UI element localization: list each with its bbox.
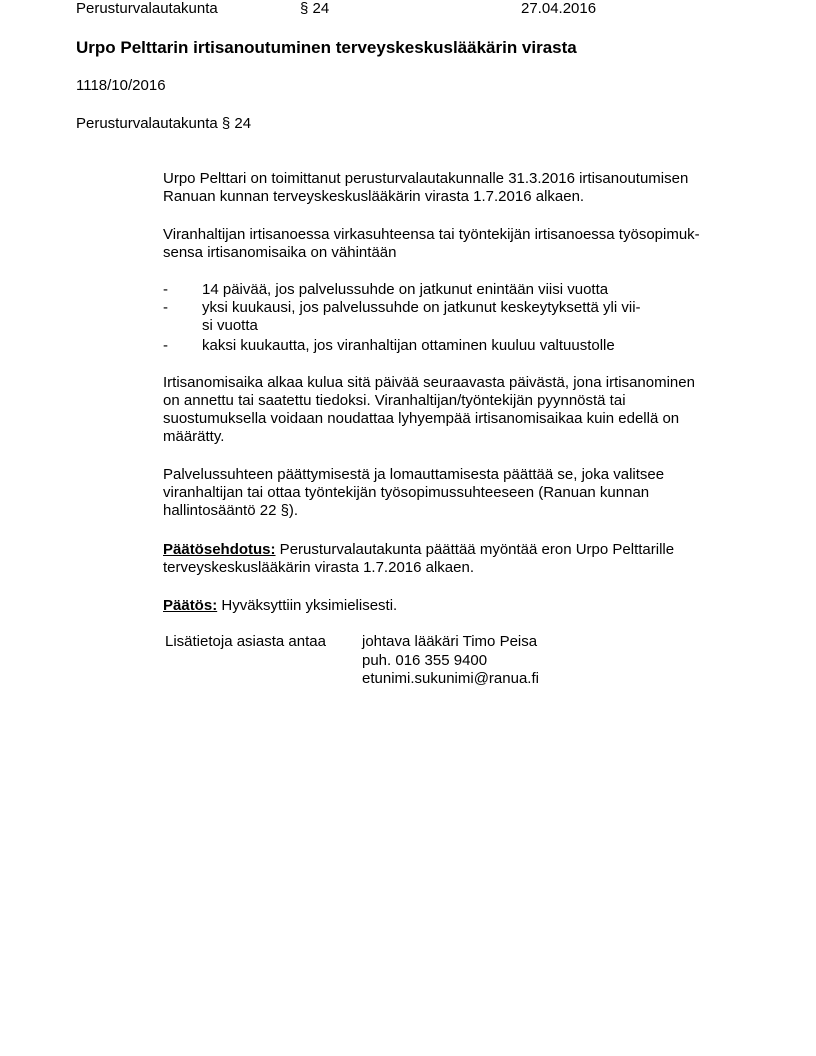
list-item-text-continuation: si vuotta (202, 317, 258, 334)
list-item-text: 14 päivää, jos palvelussuhde on jatkunut enintään viisi vuotta (202, 281, 609, 298)
header-board-name: Perusturvalautakunta (76, 0, 218, 17)
decision-label: Päätös: (163, 597, 218, 614)
paragraph-line: Ranuan kunnan terveyskeskuslääkärin virasta 1.7.2016 alkaen. (163, 188, 585, 205)
contact-phone: puh. 016 355 9400 (362, 652, 488, 669)
paragraph-line: sensa irtisanomisaika on vähintään (163, 244, 397, 261)
decision (163, 597, 753, 615)
bullet-dash: - (163, 281, 168, 298)
paragraph-line: Palvelussuhteen päättymisestä ja lomauttamisesta päättää se, joka valitsee (163, 466, 665, 483)
document-number: 1118/10/2016 (76, 77, 166, 94)
paragraph-line: hallintosääntö 22 §). (163, 502, 299, 519)
paragraph-line: Irtisanomisaika alkaa kulua sitä päivää seuraavasta päivästä, jona irtisanominen (163, 374, 695, 391)
bullet-dash: - (163, 337, 168, 354)
contact-email: etunimi.sukunimi@ranua.fi (362, 670, 539, 687)
paragraph-line: Urpo Pelttari on toimittanut perusturvalautakunnalle 31.3.2016 irtisanoutumisen (163, 170, 689, 187)
proposal-label: Päätösehdotus: (163, 541, 276, 558)
paragraph-resignation-notice (163, 170, 753, 206)
proposal-line (163, 541, 753, 559)
header-date: 27.04.2016 (521, 0, 597, 17)
paragraph-decision-authority (163, 466, 753, 520)
contact-name: johtava lääkäri Timo Peisa (362, 633, 538, 650)
decision-text: Hyväksyttiin yksimielisesti. (217, 597, 398, 614)
board-section-reference: Perusturvalautakunta § 24 (76, 115, 252, 132)
paragraph-line: viranhaltijan tai ottaa työntekijän työsopimussuhteeseen (Ranuan kunnan (163, 484, 650, 501)
bullet-dash: - (163, 299, 168, 316)
decision-line (163, 597, 753, 615)
header-section-number: § 24 (300, 0, 330, 17)
paragraph-notice-period-start (163, 374, 753, 446)
list-item-text: kaksi kuukautta, jos viranhaltijan ottaminen kuuluu valtuustolle (202, 337, 615, 354)
paragraph-line: suostumuksella voidaan noudattaa lyhyempää irtisanomisaikaa kuin edellä on (163, 410, 680, 427)
decision-proposal (163, 541, 753, 577)
contact-label: Lisätietoja asiasta antaa (165, 633, 326, 650)
paragraph-line: määrätty. (163, 428, 225, 445)
paragraph-line: Viranhaltijan irtisanoessa virkasuhteensa tai työntekijän irtisanoessa työsopimuk- (163, 226, 700, 243)
list-item-text: yksi kuukausi, jos palvelussuhde on jatkunut keskeytyksettä yli vii- (202, 299, 641, 316)
paragraph-line: on annettu tai saatettu tiedoksi. Viranhaltijan/työntekijän pyynnöstä tai (163, 392, 626, 409)
paragraph-notice-period-intro (163, 226, 753, 262)
page-title: Urpo Pelttarin irtisanoutuminen terveyskeskuslääkärin virasta (76, 38, 577, 57)
proposal-text: Perusturvalautakunta päättää myöntää eron Urpo Pelttarille (275, 541, 675, 558)
proposal-line: terveyskeskuslääkärin virasta 1.7.2016 alkaen. (163, 559, 475, 576)
